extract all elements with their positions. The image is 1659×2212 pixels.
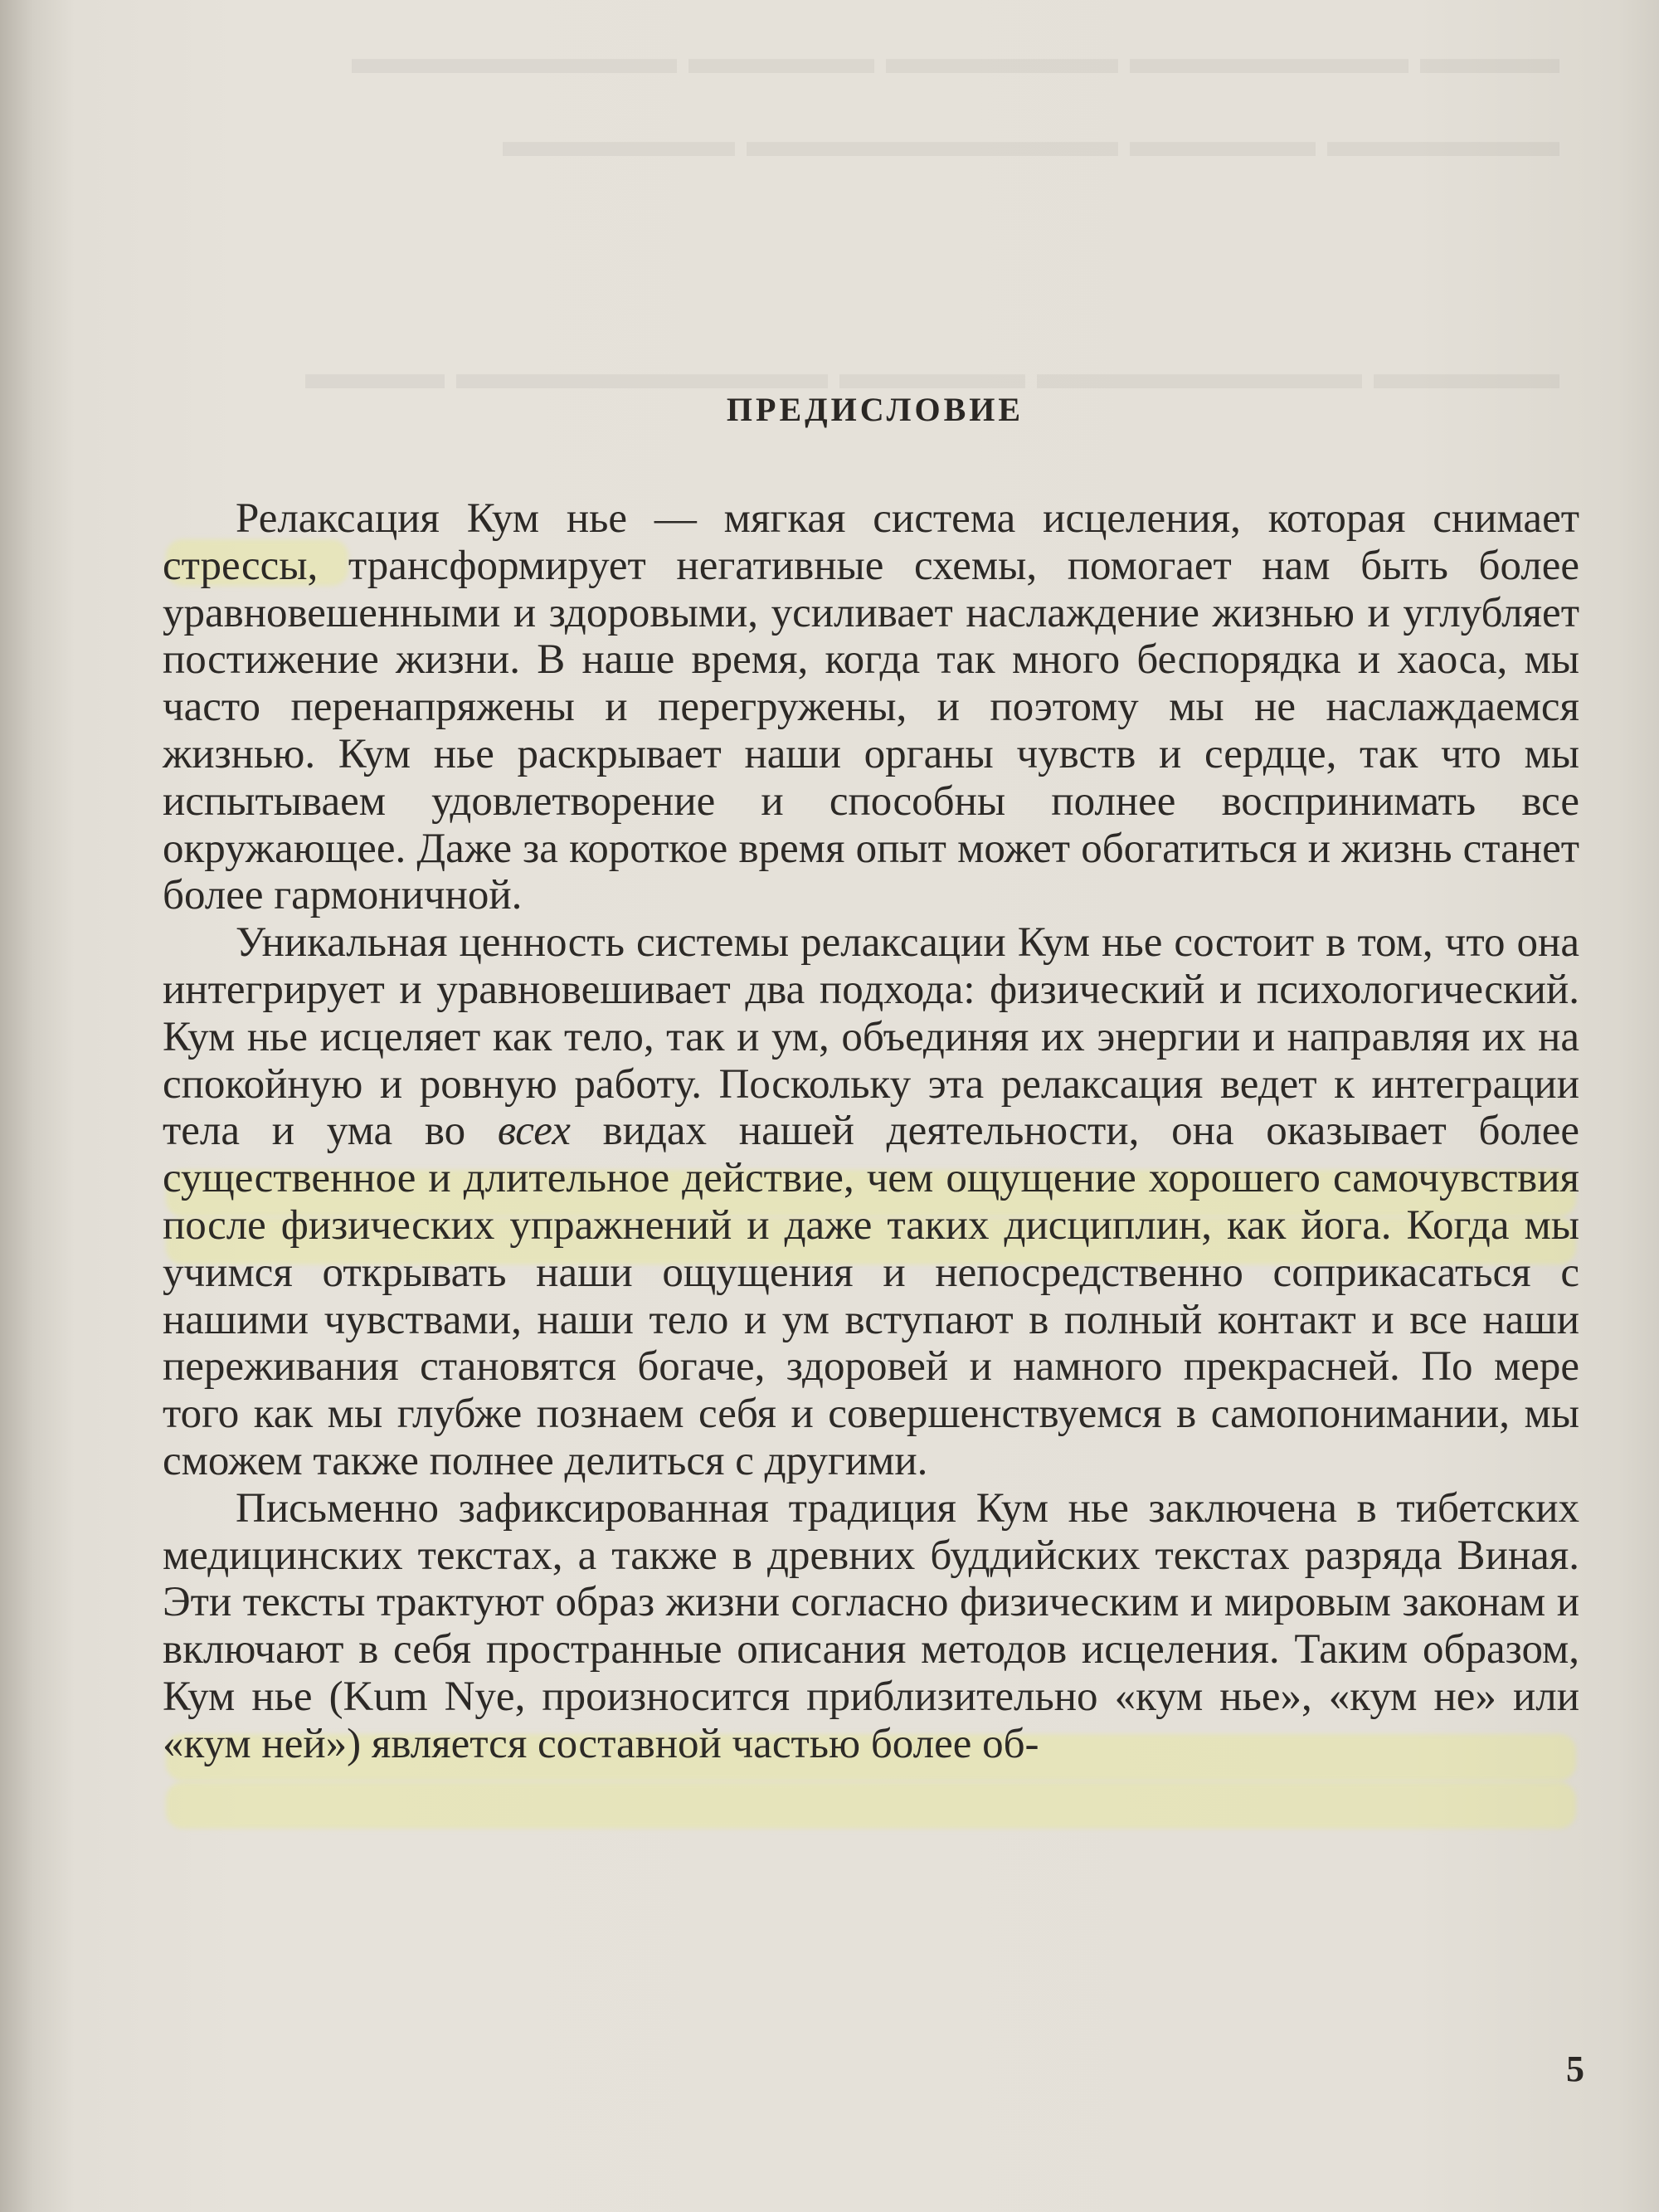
paragraph-3: Письменно зафиксированная традиция Кум нье заключена в тибетских медицинских текстах, а также в древних буддийских текстах разряда Виная. Эти тексты трактуют образ жизни согласно физическим и мировым законам и включают в себя пространные описания методов исцеления. Таким образом, Кум нье (Kum Nye, произносится приблизительно «кум нье», «кум не» или «кум ней») является составной частью более об- bbox=[163, 1484, 1579, 1767]
page-number: 5 bbox=[1566, 2049, 1584, 2089]
bleed-through-decoration: ▬▬▬▬ ▬▬▬▬▬▬▬ ▬▬▬▬ ▬▬▬▬▬▬▬▬ ▬▬▬ bbox=[305, 348, 1559, 399]
paragraph-2-part-1: Уникальная ценность системы релаксации Кум нье состоит в том, что она интегрирует и уравновешивает два подхода: физический и психологический. Кум нье исцеляет как тело, так и ум, объединяя их энергии и направляя их на спокойную и ровную работу. Поскольку эта релаксация ведет к интеграции тела и ума во bbox=[163, 919, 1579, 1155]
paragraph-1: Релаксация Кум нье — мягкая система исцеления, которая снимает стрессы, трансформирует негативные схемы, помогает нам быть более уравновешенными и здоровыми, усиливает наслаждение жизнью и углубляет постижение жизни. В наше время, когда так много беспорядка и хаоса, мы часто перенапряжены и перегружены, и поэтому мы не наслаждаемся жизнью. Кум нье раскрывает наши органы чувств и сердце, так что мы испытываем удовлетворение и способны полнее воспринимать все окружающее. Даже за короткое время опыт может обогатиться и жизнь станет более гармоничной. bbox=[163, 495, 1579, 919]
page-title: ПРЕДИСЛОВИЕ bbox=[726, 391, 1024, 428]
bleed-through-decoration: ▬▬▬▬▬ ▬▬▬▬ ▬▬▬▬▬▬▬▬ ▬▬▬▬▬ bbox=[503, 115, 1559, 167]
paragraph-2 bbox=[163, 919, 1579, 1485]
bleed-through-decoration: ▬▬▬ ▬▬▬▬▬▬ ▬▬▬▬▬ ▬▬▬▬ ▬▬▬▬▬▬▬ bbox=[352, 32, 1559, 84]
highlighter-mark bbox=[166, 1782, 1576, 1829]
emphasis-word: всех bbox=[497, 1108, 571, 1155]
paragraph-2-part-2: видах нашей деятельности, она оказывает более существенное и длительное действие, чем ощущение хорошего самочувствия после физических упражнений и даже таких дисциплин, как йога. Когда мы учимся открывать наши ощущения и непосредственно соприкасаться с нашими чувствами, наши тело и ум вступают в полный контакт и все наши переживания становятся богаче, здоровей и намного прекрасней. По мере того как мы глубже познаем себя и совершенствуемся в самопонимании, мы сможем также полнее делиться с другими. bbox=[163, 1108, 1579, 1484]
body-text bbox=[163, 495, 1579, 1768]
